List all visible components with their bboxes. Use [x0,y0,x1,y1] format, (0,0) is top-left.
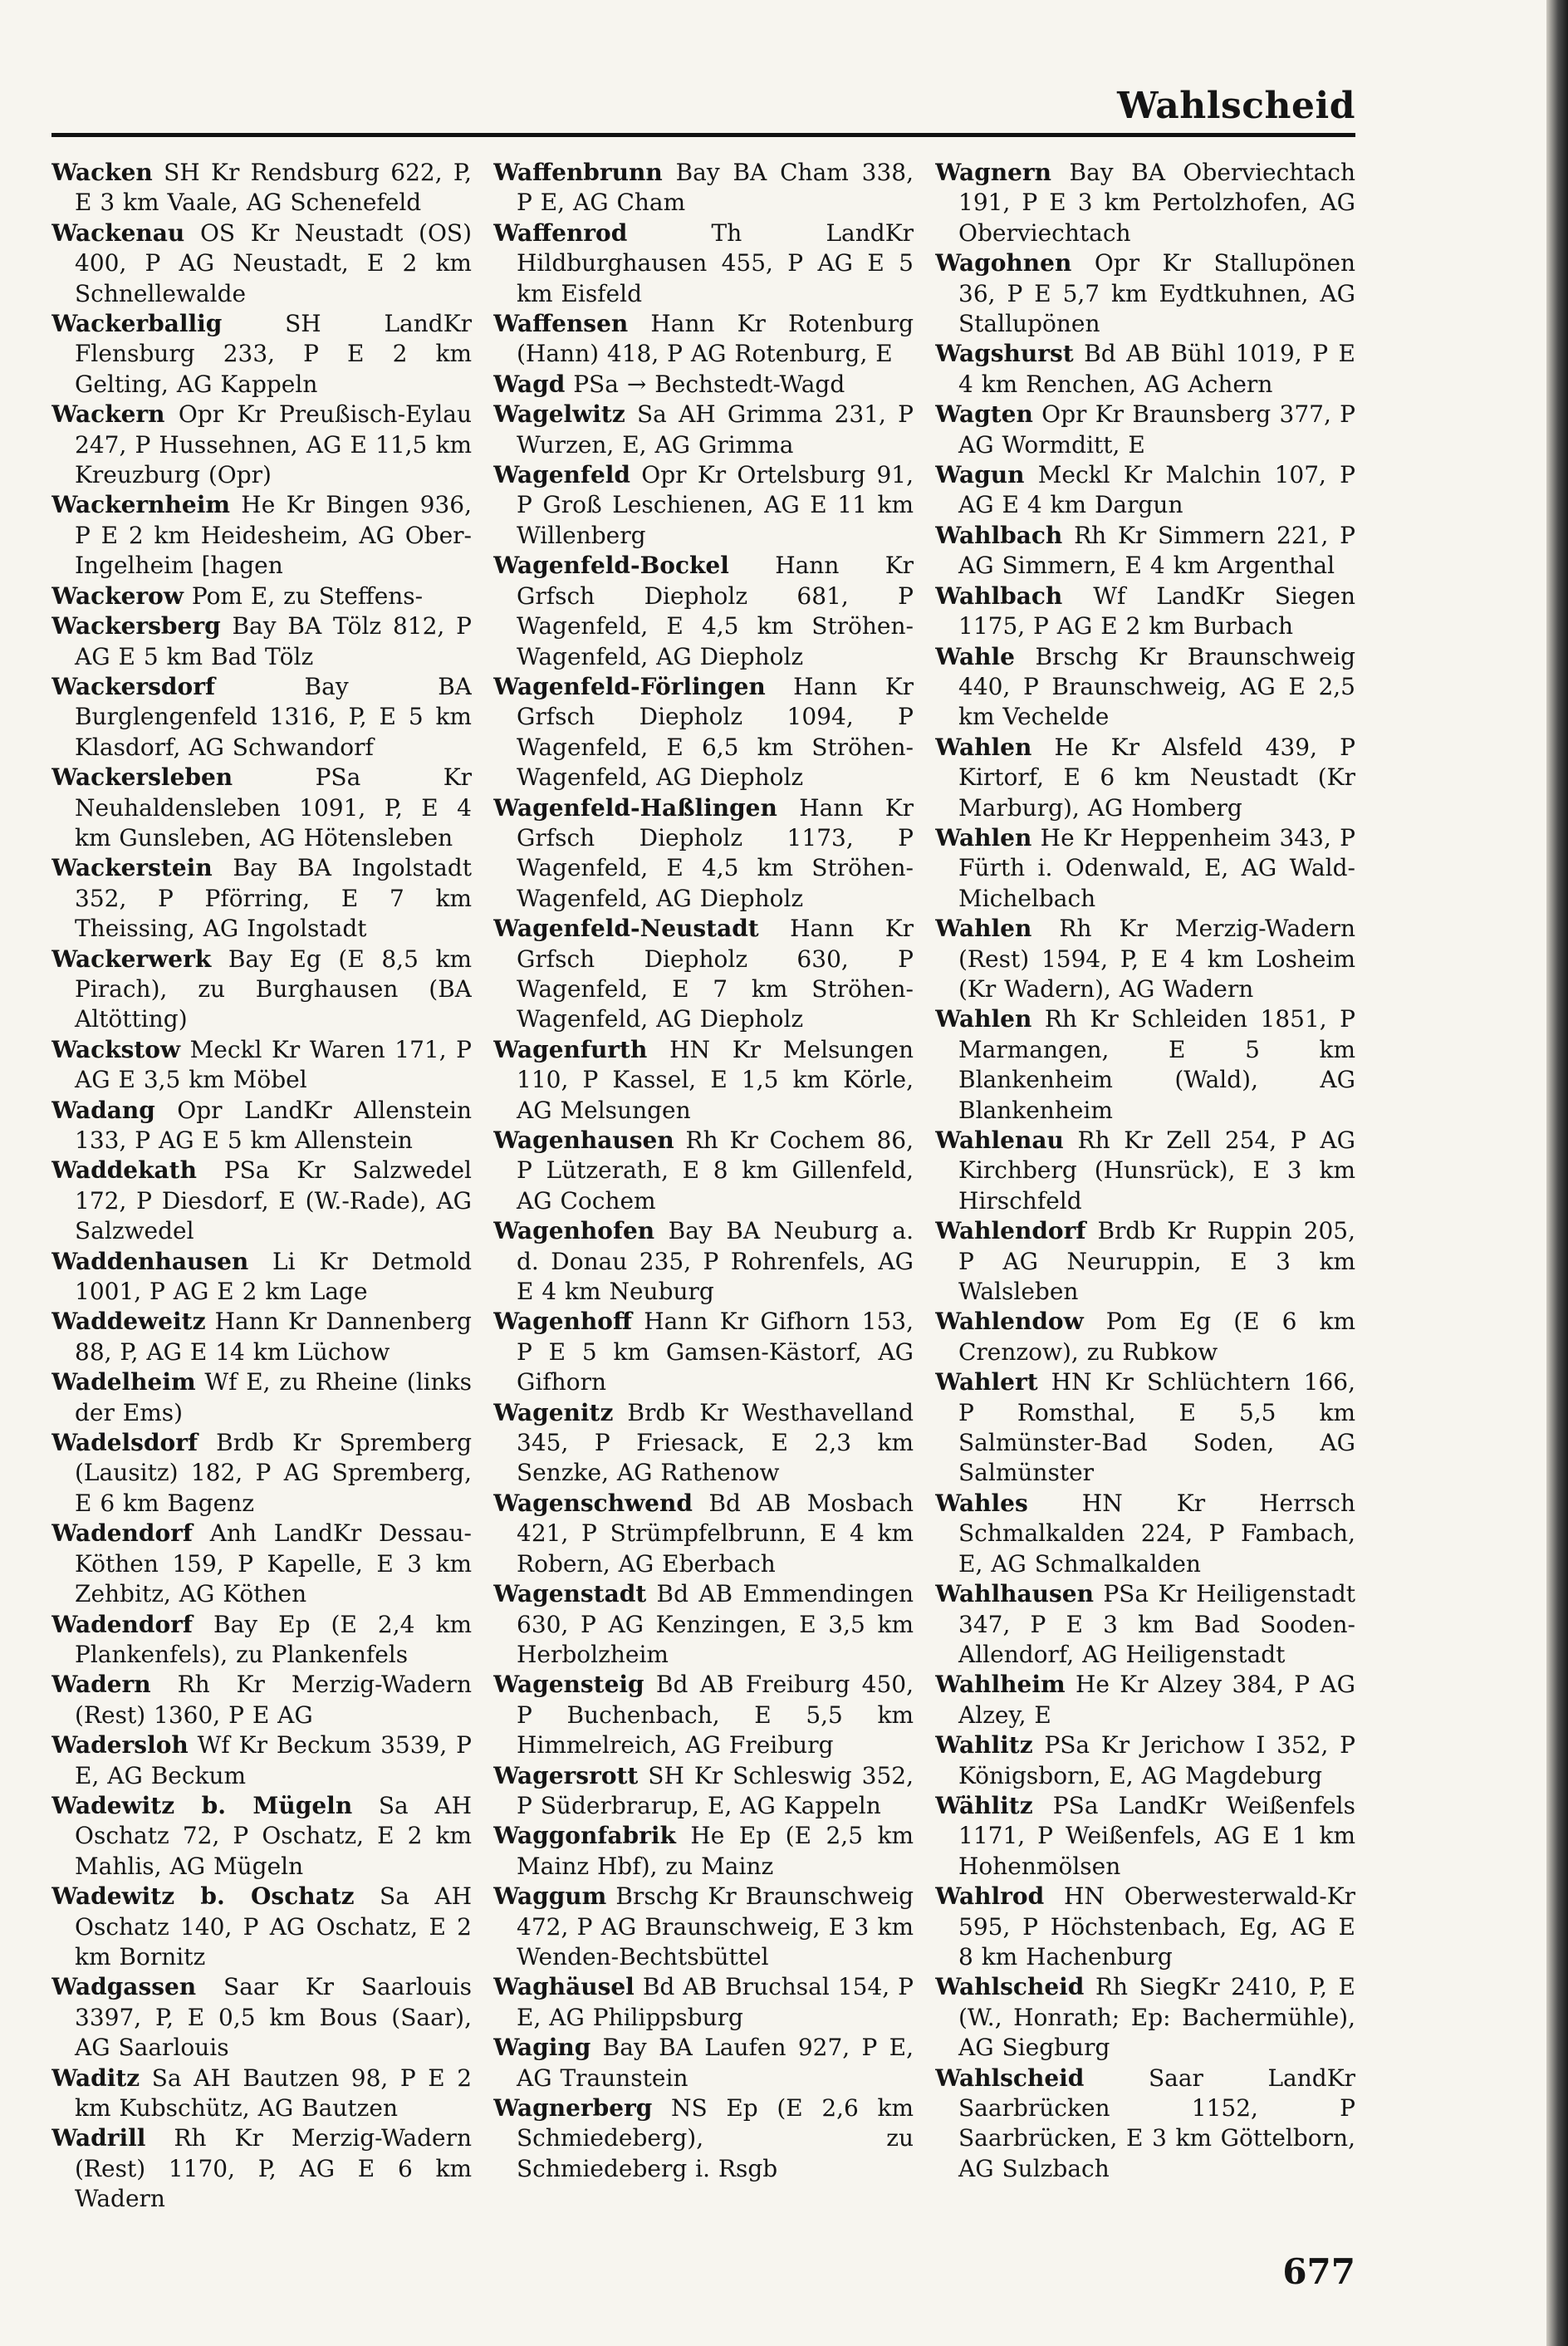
entry-headword: Wählitz [935,1791,1033,1819]
gazetteer-entry [493,2093,914,2184]
entry-details: Brschg Kr Braunschweig 440, P Braunschweig, AG E 2,5 km Vechelde [958,642,1355,731]
gazetteer-entry [493,1307,914,1397]
gazetteer-entry [935,1126,1355,1216]
column-left [51,158,472,2218]
gazetteer-entry [51,218,472,309]
entry-details: SH Kr Schleswig 352, P Süderbrarup, E, AG Kappeln [517,1761,914,1819]
entry-details: Bay BA Oberviechtach 191, P E 3 km Pertolzhofen, AG Oberviechtach [958,159,1355,247]
gazetteer-entry [493,1821,914,1882]
entry-headword: Wagenitz [493,1398,614,1426]
gazetteer-entry [51,1156,472,1246]
entry-headword: Wadern [51,1671,151,1699]
entry-headword: Wackernheim [51,491,230,519]
entry-headword: Wahlert [935,1368,1038,1396]
entry-details: Hann Kr Grfsch Diepholz 630, P Wagenfeld, E 7 km Ströhen-Wagenfeld, AG Diepholz [517,915,914,1033]
entry-details: Opr Kr Braunsberg 377, P AG Wormditt, E [958,400,1355,459]
entry-headword: Wackersberg [51,612,221,640]
entry-headword: Wagenhofen [493,1217,655,1245]
gazetteer-entry [51,1367,472,1428]
entry-headword: Wagenhausen [493,1126,674,1154]
gazetteer-entry [935,1972,1355,2063]
column-right [935,158,1355,2218]
entry-details: Hann Kr Dannenberg 88, P, AG E 14 km Lüchow [75,1308,472,1366]
entry-headword: Wagelwitz [493,400,625,429]
entry-headword: Wagnerberg [493,2094,653,2122]
entry-details: Bd AB Mosbach 421, P Strümpfelbrunn, E 4 km Robern, AG Eberbach [517,1489,914,1578]
entry-details: Li Kr Detmold 1001, P AG E 2 km Lage [75,1247,472,1306]
gazetteer-entry [493,158,914,218]
gazetteer-entry [493,1761,914,1822]
entry-details: Opr LandKr Allenstein 133, P AG E 5 km Allenstein [75,1096,472,1154]
gazetteer-entry [51,400,472,490]
entry-headword: Wahlen [935,733,1032,761]
entry-headword: Wadrill [51,2124,146,2152]
scan-edge [1546,0,1568,2346]
entry-details: Bd AB Bühl 1019, P E 4 km Renchen, AG Achern [958,340,1355,398]
entry-details: OS Kr Neustadt (OS) 400, P AG Neustadt, E 2 km Schnellewalde [75,218,472,307]
entry-headword: Wadersloh [51,1731,189,1760]
entry-headword: Wagun [935,461,1025,489]
gazetteer-entry [493,793,914,915]
entry-headword: Wackersdorf [51,672,215,700]
entry-headword: Waggonfabrik [493,1822,676,1850]
entry-details: Rh Kr Schleiden 1851, P Marmangen, E 5 km Blankenheim (Wald), AG Blankenheim [958,1005,1355,1124]
entry-details: Brschg Kr Braunschweig 472, P AG Braunschweig, E 3 km Wenden-Bechtsbüttel [517,1882,914,1971]
entry-headword: Wahle [935,642,1015,670]
gazetteer-entry [51,490,472,581]
entry-details: Rh Kr Merzig-Wadern (Rest) 1360, P E AG [75,1671,472,1729]
entry-headword: Wacken [51,159,153,186]
gazetteer-entry [51,1730,472,1791]
entry-headword: Waditz [51,2064,140,2092]
gazetteer-entry [51,1428,472,1519]
entry-headword: Wagersrott [493,1761,639,1789]
entry-details: Hann Kr Gifhorn 153, P E 5 km Gamsen-Kästorf, AG Gifhorn [517,1308,914,1396]
running-head: Wahlscheid [1117,85,1355,127]
entry-details: Opr Kr Ortelsburg 91, P Groß Leschienen, AG E 11 km Willenberg [517,461,914,549]
entry-headword: Wagenfurth [493,1035,648,1063]
entry-details: Bay BA Laufen 927, P E, AG Traunstein [517,2034,914,2092]
entry-headword: Wahlen [935,915,1032,943]
entry-details: PSa Kr Heiligenstadt 347, P E 3 km Bad Sooden-Allendorf, AG Heiligenstadt [958,1580,1355,1668]
entry-details: Saar Kr Saarlouis 3397, P, E 0,5 km Bous (Saar), AG Saarlouis [75,1973,472,2062]
entry-headword: Waddenhausen [51,1247,249,1275]
entry-headword: Wahlendow [935,1308,1084,1336]
gazetteer-entry [935,1579,1355,1670]
gazetteer-entry [493,400,914,460]
entry-details: Bay BA Burglengenfeld 1316, P, E 5 km Klasdorf, AG Schwandorf [75,672,472,761]
gazetteer-entry [935,1670,1355,1730]
entry-details: He Kr Bingen 936, P E 2 km Heidesheim, AG Ober-Ingelheim [hagen [75,491,472,580]
entry-details: Hann Kr Grfsch Diepholz 1173, P Wagenfeld, E 4,5 km Ströhen-Wagenfeld, AG Diepholz [517,793,914,912]
gazetteer-entry [51,1519,472,1609]
entry-details: Brdb Kr Westhavelland 345, P Friesack, E 2,3 km Senzke, AG Rathenow [517,1398,914,1487]
entry-headword: Wackerwerk [51,945,212,973]
gazetteer-entry [51,672,472,763]
entry-headword: Wackenau [51,218,185,247]
entry-details: Rh Kr Simmern 221, P AG Simmern, E 4 km Argenthal [958,521,1355,580]
entry-details: Sa AH Bautzen 98, P E 2 km Kubschütz, AG Bautzen [75,2064,472,2122]
entry-details: Bay BA Ingolstadt 352, P Pförring, E 7 km Theissing, AG Ingolstadt [75,854,472,943]
gazetteer-entry [935,1216,1355,1307]
entry-headword: Waddekath [51,1156,197,1185]
gazetteer-entry [51,611,472,672]
entry-details: Rh Kr Merzig-Wadern (Rest) 1170, P, AG E 6 km Wadern [75,2124,472,2213]
entry-headword: Wadewitz b. Mügeln [51,1791,353,1819]
gazetteer-entry [51,309,472,400]
entry-headword: Wahlitz [935,1731,1033,1760]
gazetteer-entry [51,2123,472,2214]
entry-details: Bay BA Tölz 812, P AG E 5 km Bad Tölz [75,612,472,670]
entry-headword: Wagenstadt [493,1580,647,1608]
entry-headword: Wagenfeld-Bockel [493,552,729,580]
gazetteer-entry [493,551,914,672]
entry-headword: Wahlbach [935,521,1063,549]
entry-headword: Wackern [51,400,165,429]
page-header [51,80,1355,136]
gazetteer-entry [935,1882,1355,1972]
column-middle [493,158,914,2218]
entry-headword: Waghäusel [493,1973,635,2001]
entry-details: Rh SiegKr 2410, P, E (W., Honrath; Ep: Bachermühle), AG Siegburg [958,1973,1355,2062]
header-rule [51,133,1355,137]
entry-details: HN Kr Herrsch Schmalkalden 224, P Fambach, E, AG Schmalkalden [958,1489,1355,1578]
gazetteer-entry [935,1367,1355,1489]
dictionary-page [51,80,1355,2306]
entry-headword: Wagensteig [493,1671,644,1699]
entry-details: Bd AB Bruchsal 154, P E, AG Philippsburg [517,1973,914,2031]
gazetteer-entry [493,1882,914,1972]
entry-headword: Wagten [935,400,1033,429]
entry-headword: Wahlen [935,1005,1032,1033]
entry-headword: Wahlscheid [935,1973,1085,2001]
entry-details: Wf E, zu Rheine (links der Ems) [75,1368,472,1426]
gazetteer-entry [493,460,914,551]
entry-headword: Wadang [51,1096,155,1124]
gazetteer-entry [493,1216,914,1307]
entry-details: Wf LandKr Siegen 1175, P AG E 2 km Burbach [958,582,1355,640]
gazetteer-entry [493,309,914,370]
entry-details: Hann Kr Rotenburg (Hann) 418, P AG Rotenburg, E [517,310,914,368]
entry-details: PSa LandKr Weißenfels 1171, P Weißenfels, AG E 1 km Hohenmölsen [958,1791,1355,1880]
entry-headword: Wadendorf [51,1610,193,1638]
gazetteer-entry [493,672,914,793]
entry-details: PSa Kr Jerichow I 352, P Königsborn, E, AG Magdeburg [958,1731,1355,1789]
entry-headword: Wagenfeld-Haßlingen [493,793,777,822]
gazetteer-entry [493,2033,914,2093]
gazetteer-entry [935,914,1355,1004]
entry-headword: Waffenbrunn [493,159,663,186]
entry-headword: Waging [493,2034,591,2062]
entry-headword: Wagohnen [935,249,1072,277]
entry-headword: Wagenfeld-Neustadt [493,915,759,943]
entry-details: SH Kr Rendsburg 622, P, E 3 km Vaale, AG Schenefeld [75,159,472,217]
entry-details: Sa AH Oschatz 140, P AG Oschatz, E 2 km Bornitz [75,1882,472,1971]
gazetteer-entry [935,823,1355,914]
gazetteer-entry [51,1670,472,1730]
gazetteer-entry [493,1670,914,1760]
entry-details: PSa → Bechstedt-Wagd [573,370,845,398]
gazetteer-entry [51,1035,472,1096]
gazetteer-entry [51,763,472,853]
gazetteer-entry [493,1035,914,1126]
entry-details: Brdb Kr Ruppin 205, P AG Neuruppin, E 3 km Walsleben [958,1217,1355,1306]
page-number: 677 [1282,2251,1355,2292]
gazetteer-entry [51,1307,472,1367]
entry-details: Brdb Kr Spremberg (Lausitz) 182, P AG Spremberg, E 6 km Bagenz [75,1429,472,1517]
gazetteer-entry [51,1972,472,2063]
entry-headword: Wahlscheid [935,2064,1085,2092]
entry-details: Pom E, zu Steffens- [191,582,424,610]
entry-details: Th LandKr Hildburghausen 455, P AG E 5 km Eisfeld [517,218,914,307]
entry-headword: Wagnern [935,159,1052,186]
gazetteer-entry [935,1730,1355,1791]
entry-details: Opr Kr Stallupönen 36, P E 5,7 km Eydtkuhnen, AG Stallupönen [958,249,1355,338]
gazetteer-entry [935,2064,1355,2185]
entry-details: He Kr Alsfeld 439, P Kirtorf, E 6 km Neustadt (Kr Marburg), AG Homberg [958,733,1355,822]
entry-details: Pom Eg (E 6 km Crenzow), zu Rubkow [958,1308,1355,1366]
gazetteer-entry [935,642,1355,733]
entry-details: Rh Kr Zell 254, P AG Kirchberg (Hunsrück), E 3 km Hirschfeld [958,1126,1355,1215]
entry-columns [51,158,1355,2218]
gazetteer-entry [935,339,1355,400]
gazetteer-entry [493,218,914,309]
entry-details: He Kr Alzey 384, P AG Alzey, E [958,1671,1355,1729]
entry-headword: Waffenrod [493,218,628,247]
entry-headword: Wagenfeld-Förlingen [493,672,766,700]
entry-details: Bay BA Neuburg a. d. Donau 235, P Rohrenfels, AG E 4 km Neuburg [517,1217,914,1306]
gazetteer-entry [493,914,914,1035]
entry-details: Anh LandKr Dessau-Köthen 159, P Kapelle, E 3 km Zehbitz, AG Köthen [75,1519,472,1608]
gazetteer-entry [493,1398,914,1489]
entry-details: Sa AH Grimma 231, P Wurzen, E, AG Grimma [517,400,914,459]
entry-details: Bay BA Cham 338, P E, AG Cham [517,159,914,217]
gazetteer-entry [493,1489,914,1579]
gazetteer-entry [51,158,472,218]
entry-details: Rh Kr Merzig-Wadern (Rest) 1594, P, E 4 km Losheim (Kr Wadern), AG Wadern [958,915,1355,1003]
entry-details: Rh Kr Cochem 86, P Lützerath, E 8 km Gillenfeld, AG Cochem [517,1126,914,1215]
entry-headword: Wagshurst [935,340,1074,368]
entry-details: Wf Kr Beckum 3539, P E, AG Beckum [75,1731,472,1789]
entry-headword: Wadgassen [51,1973,197,2001]
entry-details: PSa Kr Salzwedel 172, P Diesdorf, E (W.-Rade), AG Salzwedel [75,1156,472,1245]
gazetteer-entry [493,1126,914,1216]
entry-details: HN Kr Melsungen 110, P Kassel, E 1,5 km Körle, AG Melsungen [517,1035,914,1124]
entry-headword: Waddeweitz [51,1308,206,1336]
entry-headword: Wahlendorf [935,1217,1086,1245]
gazetteer-entry [493,370,914,400]
entry-details: Opr Kr Preußisch-Eylau 247, P Hussehnen, AG E 11,5 km Kreuzburg (Opr) [75,400,472,489]
entry-headword: Wahlhausen [935,1580,1094,1608]
entry-details: He Kr Heppenheim 343, P Fürth i. Odenwald, E, AG Wald-Michelbach [958,823,1355,912]
entry-headword: Wahlbach [935,582,1063,610]
entry-details: Sa AH Oschatz 72, P Oschatz, E 2 km Mahlis, AG Mügeln [75,1791,472,1880]
entry-details: PSa Kr Neuhaldensleben 1091, P, E 4 km Gunsleben, AG Hötensleben [75,763,472,852]
entry-details: SH LandKr Flensburg 233, P E 2 km Gelting, AG Kappeln [75,310,472,398]
entry-headword: Wadelheim [51,1368,196,1396]
entry-details: Bay Eg (E 8,5 km Pirach), zu Burghausen (BA Altötting) [75,945,472,1033]
entry-details: Bd AB Emmendingen 630, P AG Kenzingen, E 3,5 km Herbolzheim [517,1580,914,1668]
gazetteer-entry [493,1972,914,2033]
entry-headword: Wahlrod [935,1882,1045,1911]
gazetteer-entry [935,248,1355,339]
entry-details: Saar LandKr Saarbrücken 1152, P Saarbrücken, E 3 km Göttelborn, AG Sulzbach [958,2064,1355,2182]
entry-details: Bd AB Freiburg 450, P Buchenbach, E 5,5 km Himmelreich, AG Freiburg [517,1671,914,1760]
entry-details: Meckl Kr Waren 171, P AG E 3,5 km Möbel [75,1035,472,1094]
gazetteer-entry [935,1791,1355,1882]
gazetteer-entry [935,521,1355,582]
entry-details: Meckl Kr Malchin 107, P AG E 4 km Dargun [958,461,1355,519]
gazetteer-entry [935,400,1355,460]
gazetteer-entry [51,1791,472,1882]
entry-details: NS Ep (E 2,6 km Schmiedeberg), zu Schmiedeberg i. Rsgb [517,2094,914,2182]
entry-headword: Wagd [493,370,566,398]
entry-headword: Wagenhoff [493,1308,632,1336]
entry-headword: Wahlheim [935,1671,1066,1699]
gazetteer-entry [51,2064,472,2124]
entry-headword: Wackerballig [51,310,223,338]
entry-headword: Wagenschwend [493,1489,693,1517]
entry-headword: Waggum [493,1882,607,1911]
entry-headword: Wahlen [935,823,1032,852]
entry-headword: Wagenfeld [493,461,630,489]
gazetteer-entry [51,853,472,944]
entry-headword: Wadendorf [51,1519,193,1548]
gazetteer-entry [935,582,1355,642]
entry-headword: Wadewitz b. Oschatz [51,1882,355,1911]
gazetteer-entry [493,1579,914,1670]
gazetteer-entry [935,1004,1355,1126]
gazetteer-entry [51,945,472,1035]
entry-details: HN Kr Schlüchtern 166, P Romsthal, E 5,5 km Salmünster-Bad Soden, AG Salmünster [958,1368,1355,1487]
entry-details: Hann Kr Grfsch Diepholz 1094, P Wagenfeld, E 6,5 km Ströhen-Wagenfeld, AG Diepholz [517,672,914,792]
gazetteer-entry [51,1096,472,1156]
entry-headword: Wackerstein [51,854,213,882]
entry-headword: Wahles [935,1489,1028,1517]
gazetteer-entry [51,1610,472,1671]
entry-headword: Wahlenau [935,1126,1064,1154]
entry-headword: Wackstow [51,1035,181,1063]
gazetteer-entry [935,460,1355,521]
entry-headword: Wadelsdorf [51,1429,198,1457]
entry-details: He Ep (E 2,5 km Mainz Hbf), zu Mainz [517,1822,914,1880]
gazetteer-entry [935,733,1355,823]
entry-details: HN Oberwesterwald-Kr 595, P Höchstenbach, Eg, AG E 8 km Hachenburg [958,1882,1355,1971]
entry-details: Bay Ep (E 2,4 km Plankenfels), zu Plankenfels [75,1610,472,1668]
gazetteer-entry [51,582,472,611]
gazetteer-entry [51,1882,472,1972]
entry-headword: Waffensen [493,310,629,338]
gazetteer-entry [935,1307,1355,1367]
entry-headword: Wackerow [51,582,184,610]
gazetteer-entry [935,1489,1355,1579]
entry-headword: Wackersleben [51,763,233,792]
gazetteer-entry [51,1247,472,1308]
entry-details: Hann Kr Grfsch Diepholz 681, P Wagenfeld, E 4,5 km Ströhen-Wagenfeld, AG Diepholz [517,552,914,670]
gazetteer-entry [935,158,1355,248]
